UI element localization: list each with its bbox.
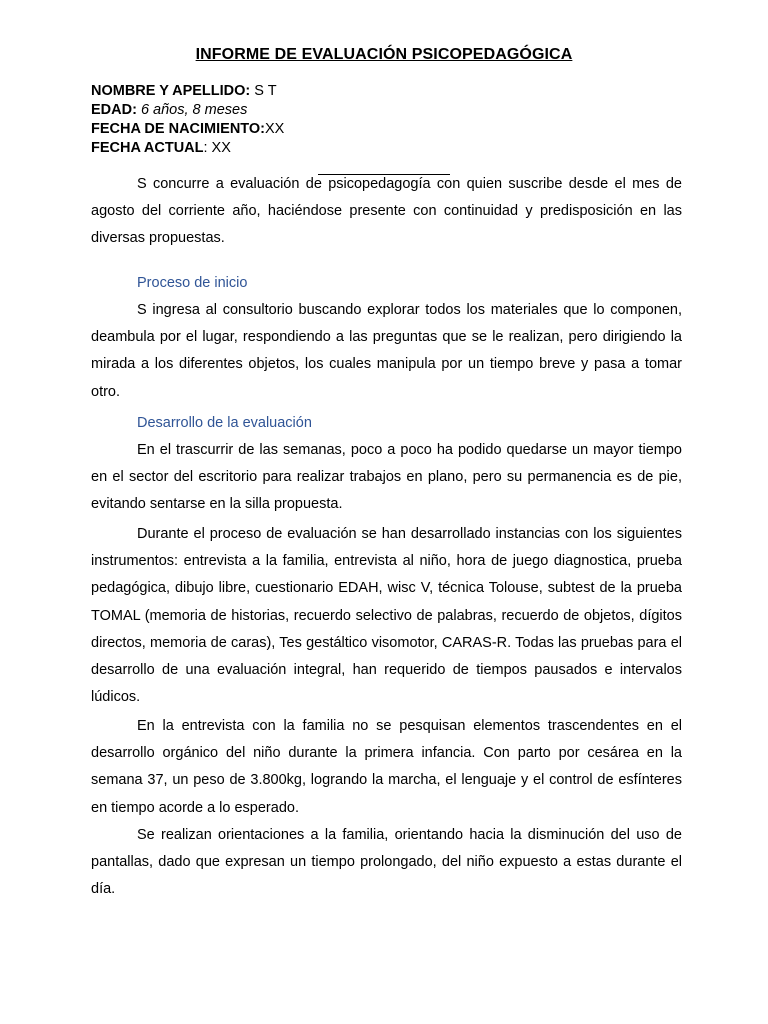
paragraph-desarrollo-1-text: En el trascurrir de las semanas, poco a poco ha podido quedarse un mayor tiempo en el sector del escritorio para realizar trabajos en plano, pero su permanencia es de pie, evitando sentarse en la silla propuesta. (91, 442, 682, 513)
name-field (91, 82, 277, 101)
heading-proceso-inicio: Proceso de inicio (137, 275, 248, 291)
current-date-value: : XX (203, 140, 231, 156)
report-title: INFORME DE EVALUACIÓN PSICOPEDAGÓGICA (195, 46, 573, 63)
paragraph-inicio (91, 297, 682, 406)
name-label: NOMBRE Y APELLIDO: (91, 83, 251, 99)
name-value: S T (250, 83, 277, 99)
paragraph-inicio-text: S ingresa al consultorio buscando explorar todos los materiales que lo componen, deambula por el lugar, respondiendo a las preguntas que se le realizan, pero dirigiendo la mirada a los diferentes objetos, los cuales manipula por un tiempo breve y pasa a tomar otro. (91, 302, 682, 400)
birthdate-label: FECHA DE NACIMIENTO: (91, 121, 265, 137)
heading-desarrollo-evaluacion: Desarrollo de la evaluación (137, 415, 312, 431)
paragraph-desarrollo-2 (91, 521, 682, 711)
birthdate-value: XX (265, 121, 285, 137)
paragraph-orientaciones-text: Se realizan orientaciones a la familia, orientando hacia la disminución del uso de pantallas, dado que expresan un tiempo prolongado, del niño expuesto a estas durante el día. (91, 827, 682, 898)
birthdate-field (91, 120, 284, 139)
paragraph-familia (91, 713, 682, 822)
paragraph-familia-text: En la entrevista con la familia no se pesquisan elementos trascendentes en el desarrollo orgánico del niño durante la primera infancia. Con parto por cesárea en la semana 37, un peso de 3.800kg, logrando la marcha, el lenguaje y el control de esfínteres en tiempo acorde a lo esperado. (91, 718, 682, 816)
paragraph-desarrollo-2-text: Durante el proceso de evaluación se han desarrollado instancias con los siguientes instrumentos: entrevista a la familia, entrevista al niño, hora de juego diagnostica, prueba pedagógica, dibujo libre, cuestionario EDAH, wisc V, técnica Tolouse, subtest de la prueba TOMAL (memoria de historias, recuerdo selectivo de palabras, recuerdo de objetos, dígitos directos, memoria de caras), Tes gestáltico visomotor, CARAS-R. Todas las pruebas para el desarrollo de una evaluación integral, han requerido de tiempos pausados e intervalos lúdicos. (91, 526, 682, 706)
current-date-label: FECHA ACTUAL (91, 140, 204, 156)
age-label: EDAD: (91, 102, 137, 118)
current-date-field (91, 139, 231, 158)
paragraph-orientaciones (91, 822, 682, 904)
paragraph-desarrollo-1 (91, 437, 682, 519)
age-value: 6 años, 8 meses (136, 102, 248, 118)
paragraph-intro-text: S concurre a evaluación de psicopedagogía con quien suscribe desde el mes de agosto del corriente año, haciéndose presente con continuidad y predisposición en las diversas propuestas. (91, 176, 682, 247)
paragraph-intro (91, 171, 682, 253)
age-field (91, 101, 247, 120)
